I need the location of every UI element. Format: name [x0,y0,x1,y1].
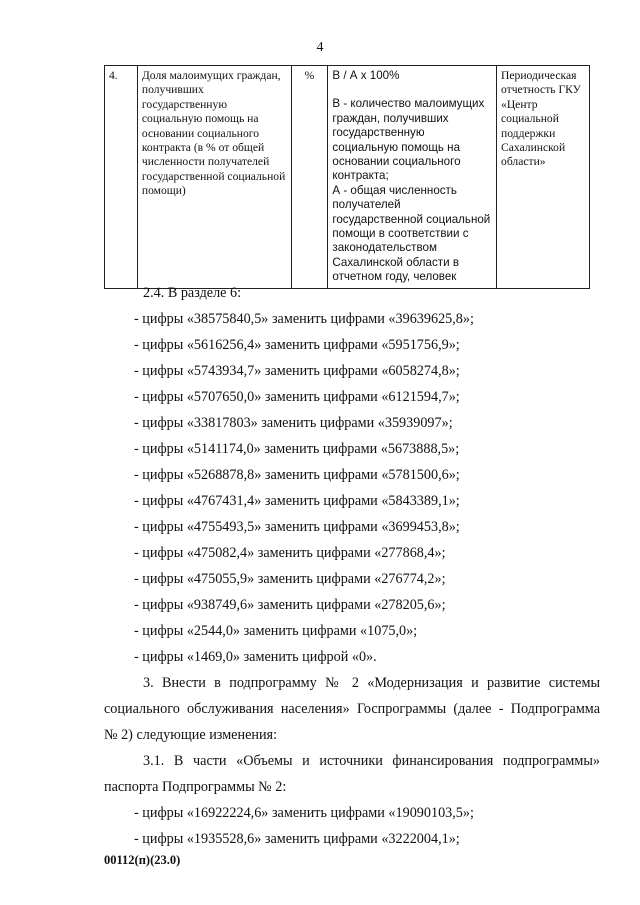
list-item: - цифры «4755493,5» заменить цифрами «3699453,8»; [134,519,460,535]
list-item: - цифры «1469,0» заменить цифрой «0». [134,649,377,665]
paragraph-3-line-1: 3. Внести в подпрограмму № 2 «Модернизация и развитие системы [143,675,600,691]
formula-cell [328,66,497,289]
row-number-cell: 4. [105,66,138,289]
table-row [105,66,590,289]
list-item: - цифры «5616256,4» заменить цифрами «5951756,9»; [134,337,460,353]
list-item: - цифры «38575840,5» заменить цифрами «39639625,8»; [134,311,474,327]
list-item: - цифры «475055,9» заменить цифрами «276774,2»; [134,571,446,587]
paragraph-3-line-3: № 2) следующие изменения: [104,727,278,743]
list-item: - цифры «5141174,0» заменить цифрами «5673888,5»; [134,441,460,457]
list-item: - цифры «33817803» заменить цифрами «35939097»; [134,415,453,431]
list-item: - цифры «16922224,6» заменить цифрами «19090103,5»; [134,805,474,821]
formula: В / А x 100% [332,69,400,82]
list-item: - цифры «5743934,7» заменить цифрами «6058274,8»; [134,363,460,379]
unit-cell: % [291,66,328,289]
formula-definition-b: В - количество малоимущих граждан, получивших государственную социальную помощь на основании социального контракта; [332,97,485,183]
list-item: - цифры «938749,6» заменить цифрами «278205,6»; [134,597,446,613]
indicator-name-cell: Доля малоимущих граждан, получивших государственную социальную помощь на основании социального контракта (в % от общей численности получателей государственной социальной помощи) [137,66,291,289]
paragraph-3-1-line-2: паспорта Подпрограммы № 2: [104,779,287,795]
list-item: - цифры «1935528,6» заменить цифрами «3222004,1»; [134,831,460,847]
paragraph-3-line-2: социального обслуживания населения» Госпрограммы (далее - Подпрограмма [104,701,600,717]
paragraph-3-1-line-1: 3.1. В части «Объемы и источники финансирования подпрограммы» [143,753,600,769]
indicator-table [104,65,590,289]
section-heading: 2.4. В разделе 6: [143,285,242,301]
footer-document-code: 00112(п)(23.0) [104,853,181,867]
list-item: - цифры «5707650,0» заменить цифрами «6121594,7»; [134,389,460,405]
list-item: - цифры «475082,4» заменить цифрами «277868,4»; [134,545,446,561]
page-number: 4 [316,40,324,55]
data-source-cell: Периодическая отчетность ГКУ «Центр социальной поддержки Сахалинской области» [497,66,590,289]
formula-definition-a: А - общая численность получателей государственной социальной помощи в соответствии с законодательством Сахалинской области в отчетном году, человек [332,183,491,284]
list-item: - цифры «2544,0» заменить цифрами «1075,0»; [134,623,418,639]
list-item: - цифры «4767431,4» заменить цифрами «5843389,1»; [134,493,460,509]
list-item: - цифры «5268878,8» заменить цифрами «5781500,6»; [134,467,460,483]
